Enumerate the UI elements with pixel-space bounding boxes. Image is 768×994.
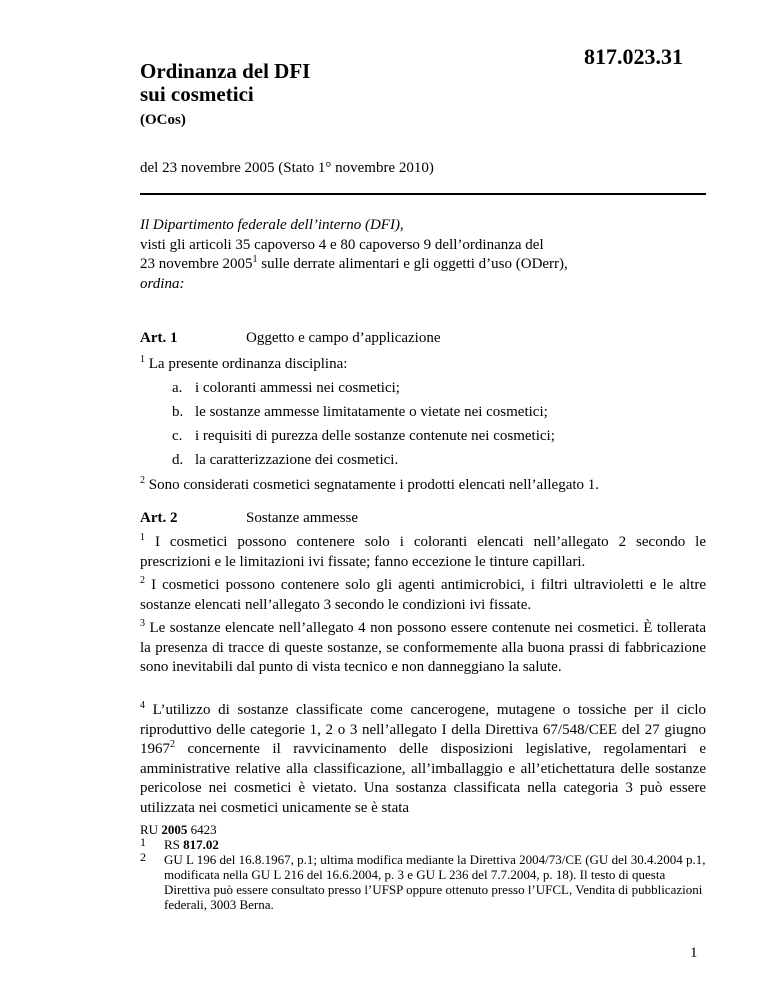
paragraph-text: concernente il ravvicinamento delle disposizioni legislative, regolamentari e amministrative relative alla classificazione, all’imballaggio e all’etichettatura delle sostanze pericolose nei cosmetici è vietato. Una sostanza classificata nella categoria 3 può essere utilizzata nei cosmetici unicamente se è stata bbox=[140, 741, 706, 816]
footnote-text: GU L 196 del 16.8.1967, p.1; ultima modifica mediante la Direttiva 2004/73/CE (GU del 30.4.2004 p.1, modificata nella GU L 216 del 16.6.2004, p. 3 e GU L 236 del 7.7.2004, p. 18). Il testo di questa Direttiva può essere consultato presso l’UFSP oppure ottenuto presso l’UFCL, Vendita di pubblicazioni federali, 3003 Berna. bbox=[164, 852, 706, 912]
preamble-decree: ordina: bbox=[140, 275, 185, 292]
paragraph-text: L’utilizzo di sostanze classificate come cancerogene, mutagene o tossiche per il ciclo riproduttivo delle categorie 1, 2 o 3 nell’allegato I della Direttiva 67/548/CEE del 27 giugno 1967 bbox=[140, 702, 706, 757]
page-number: 1 bbox=[690, 945, 698, 961]
footnote-label: RS bbox=[164, 837, 184, 852]
article-1-heading bbox=[140, 330, 441, 347]
paragraph-number: 1 bbox=[140, 354, 145, 365]
list-text: i coloranti ammessi nei cosmetici; bbox=[195, 380, 400, 396]
list-text: i requisiti di purezza delle sostanze contenute nei cosmetici; bbox=[195, 428, 555, 444]
paragraph-text: La presente ordinanza disciplina: bbox=[145, 356, 348, 372]
preamble-line: visti gli articoli 35 capoverso 4 e 80 capoverso 9 dell’ordinanza del bbox=[140, 236, 544, 253]
paragraph-number: 2 bbox=[140, 475, 145, 486]
paragraph-text: Le sostanze elencate nell’allegato 4 non possono essere contenute nei cosmetici. È tollerata la presenza di tracce di queste sostanze, se conformemente alla buona prassi di fabbricazione sono inevitabili dal punto di vista tecnico e non danneggiano la salute. bbox=[140, 620, 706, 675]
official-compilation-ref bbox=[140, 822, 706, 837]
title-line-1: Ordinanza del DFI bbox=[140, 59, 311, 83]
list-label: b. bbox=[172, 404, 184, 420]
preamble-date: 23 novembre 2005 bbox=[140, 256, 253, 272]
list-label: a. bbox=[172, 380, 183, 396]
footnote-ref-2[interactable]: 2 bbox=[170, 739, 175, 750]
abbreviation: (OCos) bbox=[140, 112, 186, 128]
ru-label: RU bbox=[140, 822, 162, 837]
preamble-text: sulle derrate alimentari e gli oggetti d’uso (ODerr), bbox=[257, 256, 568, 272]
footnote-number: 2 bbox=[140, 850, 146, 864]
list-item bbox=[172, 404, 548, 421]
article-number: Art. 2 bbox=[140, 510, 178, 526]
paragraph-text: Sono considerati cosmetici segnatamente i prodotti elencati nell’allegato 1. bbox=[145, 477, 600, 493]
footnote-2 bbox=[140, 852, 706, 912]
document-date: del 23 novembre 2005 (Stato 1° novembre 2010) bbox=[140, 160, 434, 176]
footnote-number: 1 bbox=[140, 835, 146, 849]
article-2-paragraph-1 bbox=[140, 533, 706, 572]
list-label: c. bbox=[172, 428, 183, 444]
list-item bbox=[172, 428, 555, 445]
paragraph-text: I cosmetici possono contenere solo i coloranti elencati nell’allegato 2 secondo le prescrizioni e le limitazioni ivi fissate; fanno eccezione le tinture capillari. bbox=[140, 534, 706, 570]
header-divider bbox=[140, 193, 706, 195]
sr-number: 817.023.31 bbox=[584, 44, 683, 69]
title-line-2: sui cosmetici bbox=[140, 82, 254, 106]
article-1-paragraph-2 bbox=[140, 476, 706, 496]
article-title: Oggetto e campo d’applicazione bbox=[246, 330, 441, 346]
list-item bbox=[172, 380, 400, 397]
preamble-line bbox=[140, 255, 706, 275]
footnote-ref-1[interactable]: 1 bbox=[252, 254, 258, 265]
ru-page: 6423 bbox=[187, 822, 217, 837]
footnote-sr-ref: 817.02 bbox=[183, 837, 219, 852]
paragraph-text: I cosmetici possono contenere solo gli agenti antimicrobici, i filtri ultravioletti e le altre sostanze elencati nell’allegato 3 secondo le condizioni ivi fissate. bbox=[140, 577, 706, 613]
article-2-paragraph-2 bbox=[140, 576, 706, 615]
list-label: d. bbox=[172, 452, 184, 468]
paragraph-number: 4 bbox=[140, 700, 145, 711]
list-text: le sostanze ammesse limitatamente o vietate nei cosmetici; bbox=[195, 404, 548, 420]
list-text: la caratterizzazione dei cosmetici. bbox=[195, 452, 399, 468]
article-1-paragraph-1 bbox=[140, 355, 706, 375]
paragraph-number: 2 bbox=[140, 575, 145, 586]
article-title: Sostanze ammesse bbox=[246, 510, 359, 526]
ru-year: 2005 bbox=[161, 822, 188, 837]
article-2-heading bbox=[140, 510, 358, 527]
article-2-paragraph-4 bbox=[140, 701, 706, 818]
paragraph-number: 1 bbox=[140, 532, 145, 543]
preamble bbox=[140, 216, 706, 294]
footnotes bbox=[140, 822, 706, 912]
preamble-authority: Il Dipartimento federale dell’interno (DFI), bbox=[140, 217, 404, 233]
paragraph-number: 3 bbox=[140, 618, 145, 629]
document-title bbox=[140, 60, 310, 106]
article-2-paragraph-3 bbox=[140, 619, 706, 678]
list-item bbox=[172, 452, 398, 469]
footnote-1 bbox=[140, 837, 706, 852]
article-number: Art. 1 bbox=[140, 330, 178, 346]
